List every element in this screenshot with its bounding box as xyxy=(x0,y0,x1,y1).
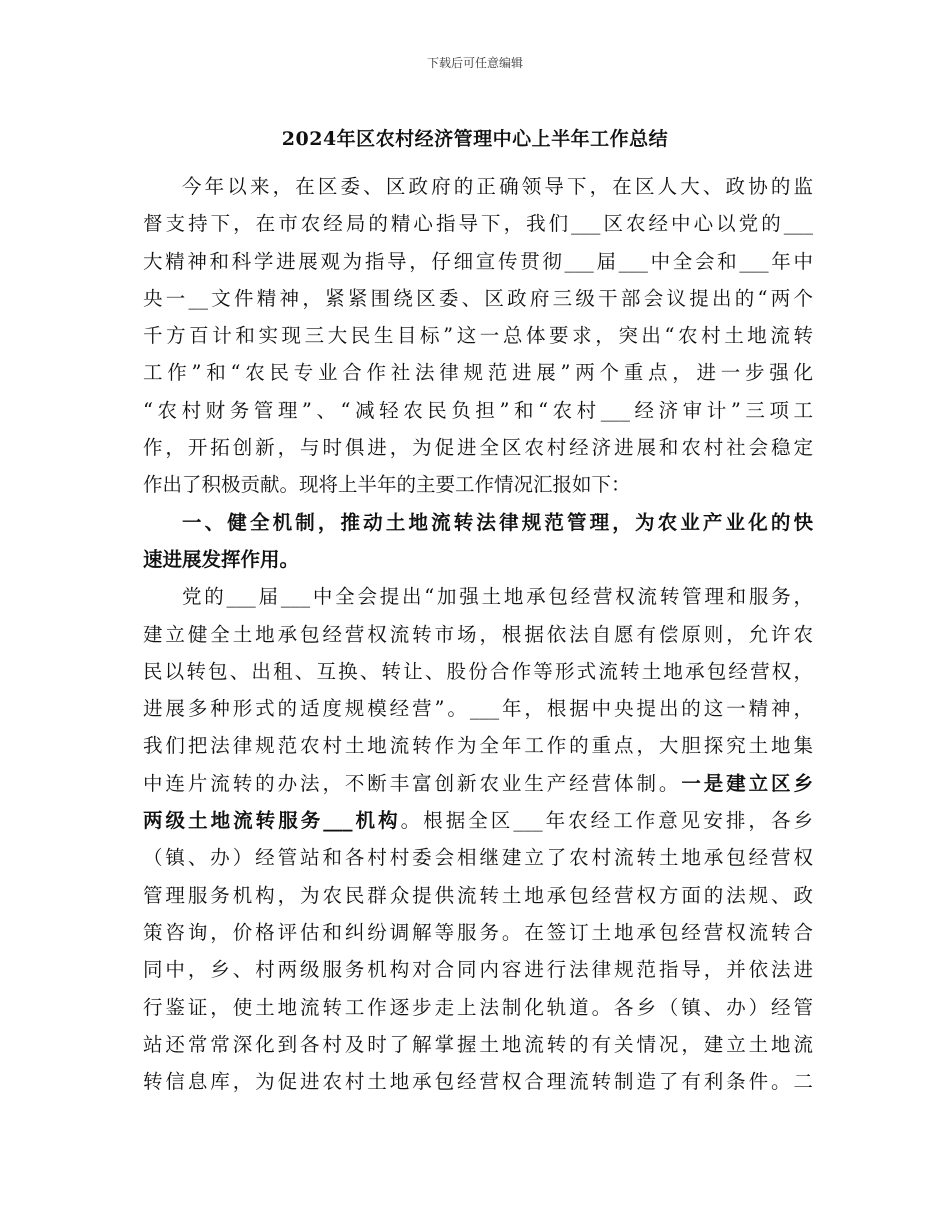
paragraph-line xyxy=(143,765,813,802)
paragraph-line: 大精神和科学进展观为指导，仔细宣传贯彻___届___中全会和___年中 xyxy=(143,249,813,273)
paragraph-text: 中连片流转的办法，不断丰富创新农业生产经营体制。 xyxy=(143,771,682,795)
paragraph-line: 进展多种形式的适度规模经营”。___年，根据中央提出的这一精神， xyxy=(143,697,813,721)
paragraph-line: 央一__文件精神，紧紧围绕区委、区政府三级干部会议提出的“两个 xyxy=(143,286,813,310)
paragraph-line: 督支持下，在市农经局的精心指导下，我们___区农经中心以党的___ xyxy=(143,212,813,236)
document-body xyxy=(143,168,813,1100)
paragraph-line: 建立健全土地承包经营权流转市场，根据依法自愿有偿原则，允许农 xyxy=(143,622,813,646)
paragraph-line: 管理服务机构，为农民群众提供流转土地承包经营权方面的法规、政 xyxy=(143,883,813,907)
paragraph-line: 策咨询，价格评估和纠纷调解等服务。在签订土地承包经营权流转合 xyxy=(143,920,813,944)
paragraph-line: 行鉴证，使土地流转工作逐步走上法制化轨道。各乡（镇、办）经管 xyxy=(143,995,813,1019)
paragraph-line: 今年以来，在区委、区政府的正确领导下，在区人大、政协的监 xyxy=(182,175,813,198)
paragraph-line: 工作”和“农民专业合作社法律规范进展”两个重点，进一步强化 xyxy=(143,361,813,385)
paragraph-text: 。根据全区___年农经工作意见安排，各乡 xyxy=(400,809,813,833)
paragraph-line: 我们把法律规范农村土地流转作为全年工作的重点，大胆探究土地集 xyxy=(143,734,813,758)
paragraph-line: 千方百计和实现三大民生目标”这一总体要求，突出“农村土地流转 xyxy=(143,324,813,348)
section-heading: 速进展发挥作用。 xyxy=(143,547,300,571)
paragraph-line: “农村财务管理”、“减轻农民负担”和“农村___经济审计”三项工 xyxy=(143,398,813,422)
paragraph-line: 作出了积极贡献。现将上半年的主要工作情况汇报如下： xyxy=(143,473,631,497)
header-note: 下载后可任意编辑 xyxy=(426,56,523,70)
paragraph-line: 同中，乡、村两级服务机构对合同内容进行法律规范指导，并依法进 xyxy=(143,958,813,982)
paragraph-line: 民以转包、出租、互换、转让、股份合作等形式流转土地承包经营权， xyxy=(143,659,813,683)
bold-phrase: 一是建立区乡 xyxy=(681,771,813,795)
paragraph-line: 党的___届___中全会提出“加强土地承包经营权流转管理和服务， xyxy=(182,585,813,609)
section-heading: 一、健全机制，推动土地流转法律规范管理，为农业产业化的快 xyxy=(182,510,813,534)
bold-phrase: 两级土地流转服务___机构 xyxy=(143,809,401,833)
paragraph-line: 站还常常深化到各村及时了解掌握土地流转的有关情况，建立土地流 xyxy=(143,1032,813,1056)
paragraph-line: 转信息库，为促进农村土地承包经营权合理流转制造了有利条件。二 xyxy=(143,1070,813,1094)
document-title: 2024年区农村经济管理中心上半年工作总结 xyxy=(281,128,669,150)
paragraph-line: （镇、办）经管站和各村村委会相继建立了农村流转土地承包经营权 xyxy=(143,846,813,870)
paragraph-line xyxy=(143,802,813,839)
paragraph-line: 作，开拓创新，与时俱进，为促进全区农村经济进展和农村社会稳定 xyxy=(143,436,813,460)
